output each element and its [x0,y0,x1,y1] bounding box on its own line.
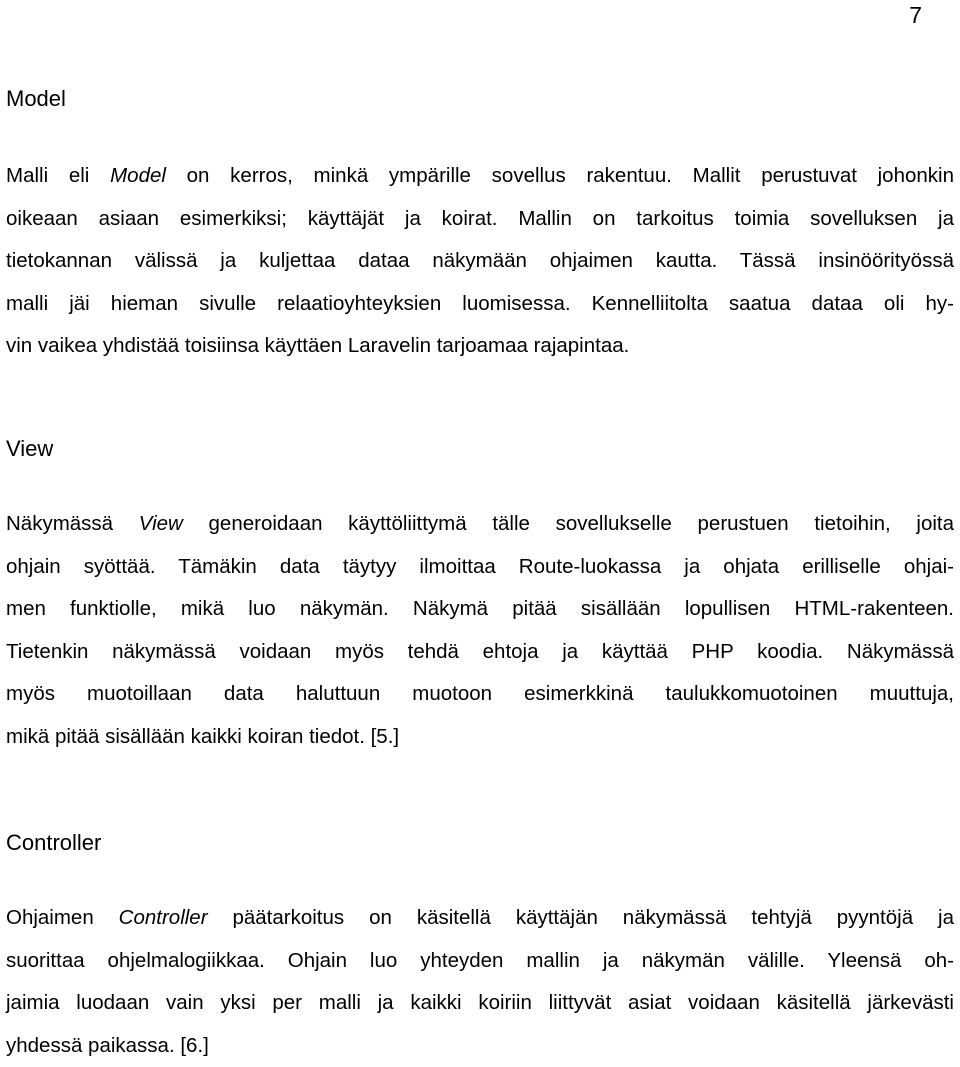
section-heading-view: View [6,434,954,464]
paragraph-line: malli jäi hieman sivulle relaatioyhteyksien luomisessa. Kennelliitolta saatua dataa oli hy- [6,283,954,326]
paragraph-line: men funktiolle, mikä luo näkymän. Näkymä pitää sisällään lopullisen HTML-rakenteen. [6,588,954,631]
section-view [6,434,954,758]
paragraph-view [6,503,954,758]
paragraph-line: jaimia luodaan vain yksi per malli ja kaikki koiriin liittyvät asiat voidaan käsitellä järkevästi [6,982,954,1025]
section-heading-controller: Controller [6,828,954,858]
section-model [6,84,954,368]
paragraph-line: Tietenkin näkymässä voidaan myös tehdä ehtoja ja käyttää PHP koodia. Näkymässä [6,631,954,674]
paragraph-line: yhdessä paikassa. [6.] [6,1025,954,1067]
page-number: 7 [909,0,922,30]
paragraph-line: Ohjaimen Controller päätarkoitus on käsitellä käyttäjän näkymässä tehtyjä pyyntöjä ja [6,897,954,940]
section-heading-model: Model [6,84,954,114]
paragraph-line: suorittaa ohjelmalogiikkaa. Ohjain luo yhteyden mallin ja näkymän välille. Yleensä oh- [6,940,954,983]
paragraph-line: oikeaan asiaan esimerkiksi; käyttäjät ja koirat. Mallin on tarkoitus toimia sovelluksen ja [6,198,954,241]
paragraph-line: Näkymässä View generoidaan käyttöliittymä tälle sovellukselle perustuen tietoihin, joita [6,503,954,546]
paragraph-controller [6,897,954,1067]
paragraph-line: ohjain syöttää. Tämäkin data täytyy ilmoittaa Route-luokassa ja ohjata erilliselle ohjai- [6,546,954,589]
paragraph-line: mikä pitää sisällään kaikki koiran tiedot. [5.] [6,716,954,759]
section-controller [6,828,954,1067]
paragraph-model [6,155,954,368]
paragraph-line: vin vaikea yhdistää toisiinsa käyttäen Laravelin tarjoamaa rajapintaa. [6,325,954,368]
paragraph-line: Malli eli Model on kerros, minkä ympärille sovellus rakentuu. Mallit perustuvat johonkin [6,155,954,198]
paragraph-line: myös muotoillaan data haluttuun muotoon esimerkkinä taulukkomuotoinen muuttuja, [6,673,954,716]
paragraph-line: tietokannan välissä ja kuljettaa dataa näkymään ohjaimen kautta. Tässä insinöörityössä [6,240,954,283]
